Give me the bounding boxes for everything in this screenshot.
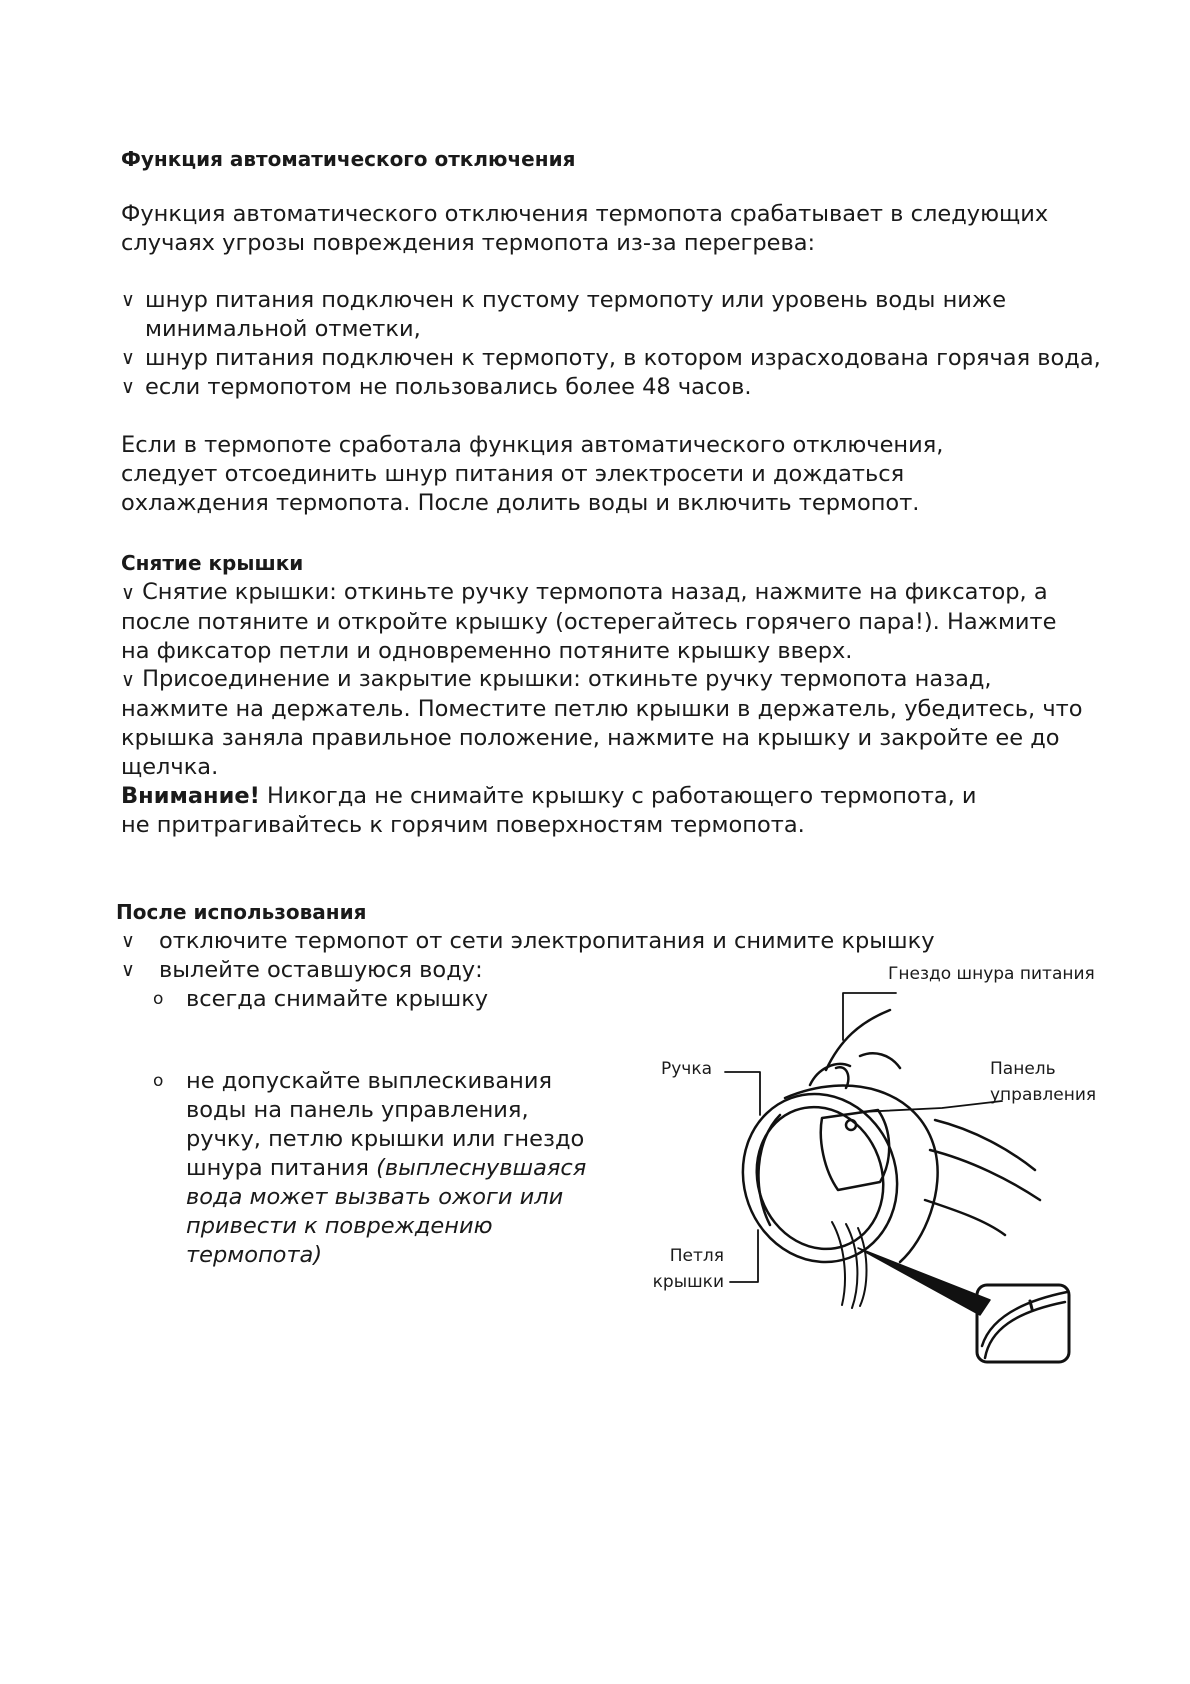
lid-paragraph-1: ∨ Снятие крышки: откиньте ручку термопота назад, нажмите на фиксатор, а после потяните и откройте крышку (остерегайтесь горячего пара!). Нажмите на фиксатор петли и одновременно потяните крышку вверх. (121, 579, 1057, 664)
sub-list-item: o не допускайте выплескивания воды на панель управления, ручку, петлю крышки или гнездо шнура питания (выплеснувшаяся вода может вызвать ожоги или привести к повреждению термопота) (153, 1068, 587, 1268)
auto-off-bullets (121, 286, 1111, 402)
warning-text: Никогда не снимайте крышку с работающего термопота, и не притрагивайтесь к горячим поверхностям термопота. (121, 783, 977, 838)
check-marker-icon: ∨ (121, 582, 135, 604)
circle-marker-icon: o (153, 1071, 164, 1091)
list-item: ∨ шнур питания подключен к термопоту, в котором израсходована горячая вода, (121, 345, 1101, 371)
section-title-after-use: После использования (116, 900, 367, 924)
label-lid-hinge: Петля крышки (652, 1246, 724, 1292)
list-item: ∨ вылейте оставшуюся воду: (121, 957, 483, 983)
check-marker-icon: ∨ (121, 289, 135, 311)
hand-icon (810, 1010, 900, 1088)
check-marker-icon: ∨ (121, 376, 135, 398)
hinge-detail-inset-icon (977, 1285, 1069, 1362)
auto-off-after: Если в термопоте сработала функция автоматического отключения, следует отсоединить шнур питания от электросети и дождаться охлаждения термопота. После долить воды и включить термопот. (121, 432, 944, 516)
check-marker-icon: ∨ (121, 930, 135, 952)
label-cord-socket: Гнездо шнура питания (888, 964, 1095, 984)
water-stream-icon (832, 1222, 867, 1308)
section-title-lid: Снятие крышки (121, 551, 304, 575)
circle-marker-icon: o (153, 989, 164, 1009)
thermopot-body-icon (720, 1072, 1040, 1284)
lid-paragraph-2: ∨ Присоединение и закрытие крышки: откиньте ручку термопота назад, нажмите на держатель. Поместите петлю крышки в держатель, убедитесь, что крышка заняла правильное положение, нажмите на крышку и закройте ее до щелчка. (121, 666, 1083, 780)
label-panel: Панель управления (990, 1059, 1097, 1105)
section-title-auto-off: Функция автоматического отключения (121, 147, 576, 171)
warning-label: Внимание! (121, 783, 260, 809)
list-item: ∨ шнур питания подключен к пустому термопоту или уровень воды ниже минимальной отметки, (121, 287, 1007, 342)
label-handle: Ручка (661, 1059, 713, 1079)
sub-list-item: o всегда снимайте крышку (153, 986, 489, 1012)
check-marker-icon: ∨ (121, 669, 135, 691)
auto-off-intro: Функция автоматического отключения термопота срабатывает в следующих случаях угрозы повреждения термопота из-за перегрева: (121, 201, 1049, 256)
check-marker-icon: ∨ (121, 347, 135, 369)
lid-warning (121, 782, 1001, 840)
list-item: ∨ если термопотом не пользовались более 48 часов. (121, 374, 752, 400)
check-marker-icon: ∨ (121, 959, 135, 981)
inset-pointer (858, 1248, 990, 1315)
list-item: ∨ отключите термопот от сети электропитания и снимите крышку (121, 928, 935, 954)
thermopot-pouring-illustration (620, 955, 1090, 1365)
